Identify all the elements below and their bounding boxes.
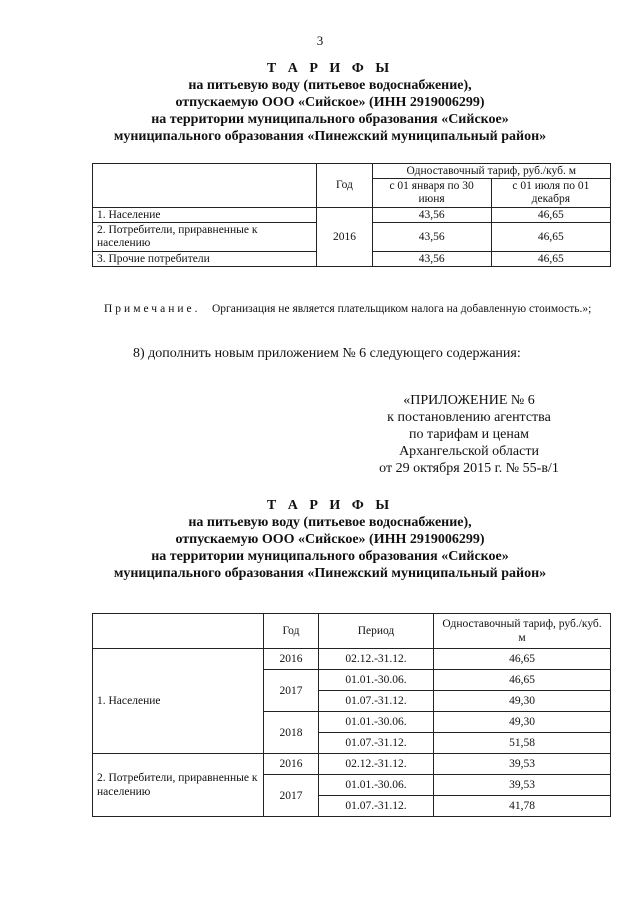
row-value: 43,56 [372, 223, 491, 252]
annex-line: «ПРИЛОЖЕНИЕ № 6 [403, 393, 535, 408]
row-year: 2017 [264, 775, 319, 817]
tariff-line: отпускаемую ООО «Сийское» (ИНН 2919006299) [175, 532, 485, 547]
row-value: 39,53 [434, 754, 611, 775]
annex-line: от 29 октября 2015 г. № 55-в/1 [379, 461, 559, 476]
row-value: 46,65 [434, 649, 611, 670]
tariff-heading: Т А Р И Ф Ы [266, 498, 394, 513]
tariff-line: муниципального образования «Пинежский муниципальный район» [113, 129, 547, 144]
header-tariff: Одноставочный тариф, руб./куб. м [372, 164, 610, 179]
row-period: 01.07.-31.12. [319, 796, 434, 817]
group-name: 2. Потребители, приравненные к населению [93, 754, 264, 817]
row-year: 2016 [264, 754, 319, 775]
item-8: 8) дополнить новым приложением № 6 следующего содержания: [133, 346, 521, 361]
row-period: 01.01.-30.06. [319, 775, 434, 796]
row-value: 49,30 [434, 691, 611, 712]
header-period-1: с 01 января по 30 июня [372, 179, 491, 208]
header-period: Период [319, 614, 434, 649]
row-value: 46,65 [491, 252, 610, 267]
note-label: Примечание. [104, 303, 201, 315]
page-number: 3 [316, 33, 324, 48]
tariff-line: на территории муниципального образования «Сийское» [151, 549, 509, 564]
row-year: 2016 [317, 208, 372, 267]
row-value: 43,56 [372, 252, 491, 267]
tariff-table-1 [92, 163, 611, 267]
tariff-table-2 [92, 613, 611, 817]
table-row [93, 208, 611, 223]
annex-line: Архангельской области [399, 444, 539, 459]
row-name: 3. Прочие потребители [93, 252, 317, 267]
tariff-line: на питьевую воду (питьевое водоснабжение), [188, 78, 472, 93]
tariff-line: муниципального образования «Пинежский муниципальный район» [113, 566, 547, 581]
tariff-heading: Т А Р И Ф Ы [266, 61, 394, 76]
row-value: 41,78 [434, 796, 611, 817]
tariff-line: на территории муниципального образования «Сийское» [151, 112, 509, 127]
row-value: 39,53 [434, 775, 611, 796]
row-value: 46,65 [491, 223, 610, 252]
row-year: 2018 [264, 712, 319, 754]
header-period-2: с 01 июля по 01 декабря [491, 179, 610, 208]
row-value: 43,56 [372, 208, 491, 223]
row-period: 01.01.-30.06. [319, 670, 434, 691]
row-value: 49,30 [434, 712, 611, 733]
tariff-title-2 [60, 497, 600, 582]
table-header-empty [93, 164, 317, 208]
tariff-title-1 [60, 60, 600, 145]
note-text: Организация не является плательщиком налога на добавленную стоимость.»; [212, 303, 592, 315]
row-period: 02.12.-31.12. [319, 649, 434, 670]
row-value: 51,58 [434, 733, 611, 754]
group-name: 1. Население [93, 649, 264, 754]
annex-header [360, 392, 578, 477]
header-year: Год [264, 614, 319, 649]
row-value: 46,65 [434, 670, 611, 691]
annex-line: к постановлению агентства [387, 410, 551, 425]
tariff-line: на питьевую воду (питьевое водоснабжение), [188, 515, 472, 530]
header-tariff: Одноставочный тариф, руб./куб. м [434, 614, 611, 649]
row-year: 2017 [264, 670, 319, 712]
row-period: 01.07.-31.12. [319, 733, 434, 754]
header-year: Год [317, 164, 372, 208]
row-period: 01.01.-30.06. [319, 712, 434, 733]
row-year: 2016 [264, 649, 319, 670]
row-value: 46,65 [491, 208, 610, 223]
table-header-empty [93, 614, 264, 649]
row-name: 1. Население [93, 208, 317, 223]
table-row [93, 649, 611, 670]
row-period: 02.12.-31.12. [319, 754, 434, 775]
annex-line: по тарифам и ценам [409, 427, 529, 442]
table-row [93, 754, 611, 775]
row-name: 2. Потребители, приравненные к населению [93, 223, 317, 252]
row-period: 01.07.-31.12. [319, 691, 434, 712]
tariff-line: отпускаемую ООО «Сийское» (ИНН 2919006299) [175, 95, 485, 110]
